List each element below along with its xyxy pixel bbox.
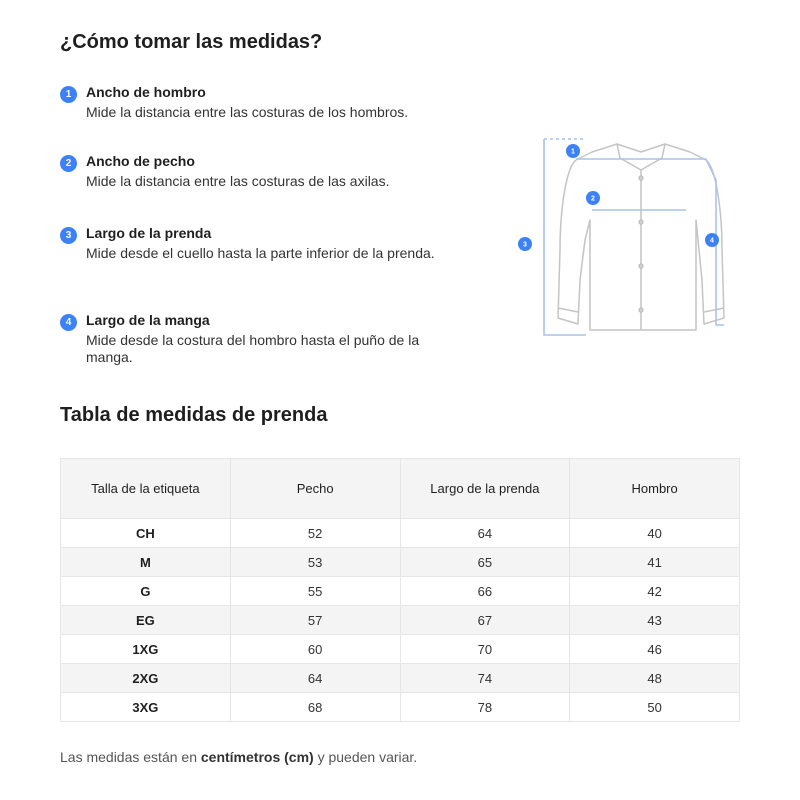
length-cell: 70	[400, 635, 570, 664]
header-length: Largo de la prenda	[400, 459, 570, 519]
shoulder-cell: 42	[570, 577, 740, 606]
size-chart-table	[60, 458, 740, 722]
step-title: Ancho de hombro	[86, 84, 206, 100]
marker-1-label: 1	[571, 148, 575, 156]
shirt-outline	[558, 144, 724, 330]
footnote-suffix: y pueden variar.	[313, 749, 418, 765]
step-number-badge: 3	[60, 227, 77, 244]
step-description: Mide desde el cuello hasta la parte inferior de la prenda.	[86, 245, 435, 261]
shoulder-cell: 46	[570, 635, 740, 664]
table-row	[61, 664, 740, 693]
step-title: Largo de la manga	[86, 312, 210, 328]
size-cell: 2XG	[61, 664, 231, 693]
page-title: ¿Cómo tomar las medidas?	[60, 31, 323, 53]
size-cell: 1XG	[61, 635, 231, 664]
marker-3-label: 3	[523, 241, 527, 249]
chest-cell: 60	[230, 635, 400, 664]
marker-4-label: 4	[710, 237, 714, 245]
length-cell: 66	[400, 577, 570, 606]
table-row	[61, 693, 740, 722]
shirt-measurement-diagram-icon	[510, 130, 750, 345]
table-row	[61, 635, 740, 664]
size-table-title: Tabla de medidas de prenda	[60, 404, 328, 426]
length-cell: 64	[400, 519, 570, 548]
footnote-units: centímetros (cm)	[200, 749, 314, 765]
header-chest: Pecho	[230, 459, 400, 519]
step-number-badge: 2	[60, 155, 77, 172]
step-number-badge: 1	[60, 86, 77, 103]
chest-cell: 57	[230, 606, 400, 635]
table-row	[61, 577, 740, 606]
chest-cell: 68	[230, 693, 400, 722]
step-description: Mide la distancia entre las costuras de los hombros.	[86, 104, 409, 120]
shoulder-cell: 41	[570, 548, 740, 577]
step-title: Ancho de pecho	[86, 153, 195, 169]
length-cell: 78	[400, 693, 570, 722]
table-row	[61, 519, 740, 548]
size-cell: 3XG	[61, 693, 231, 722]
length-cell: 67	[400, 606, 570, 635]
table-row	[61, 548, 740, 577]
length-cell: 65	[400, 548, 570, 577]
shoulder-cell: 40	[570, 519, 740, 548]
size-cell: M	[61, 548, 231, 577]
step-number-badge: 4	[60, 314, 77, 331]
table-header-row	[61, 459, 740, 519]
length-cell: 74	[400, 664, 570, 693]
chest-cell: 53	[230, 548, 400, 577]
size-cell: CH	[61, 519, 231, 548]
step-description: Mide la distancia entre las costuras de las axilas.	[86, 173, 390, 189]
units-footnote	[60, 749, 417, 765]
shoulder-cell: 48	[570, 664, 740, 693]
size-cell: EG	[61, 606, 231, 635]
chest-cell: 55	[230, 577, 400, 606]
shoulder-cell: 50	[570, 693, 740, 722]
step-title: Largo de la prenda	[86, 225, 212, 241]
step-description: Mide desde la costura del hombro hasta el puño de la manga.	[86, 332, 420, 365]
header-size-label: Talla de la etiqueta	[61, 459, 231, 519]
size-cell: G	[61, 577, 231, 606]
table-row	[61, 606, 740, 635]
footnote-prefix: Las medidas están en	[60, 749, 201, 765]
marker-2-label: 2	[591, 195, 595, 203]
shoulder-cell: 43	[570, 606, 740, 635]
chest-cell: 64	[230, 664, 400, 693]
header-shoulder: Hombro	[570, 459, 740, 519]
chest-cell: 52	[230, 519, 400, 548]
